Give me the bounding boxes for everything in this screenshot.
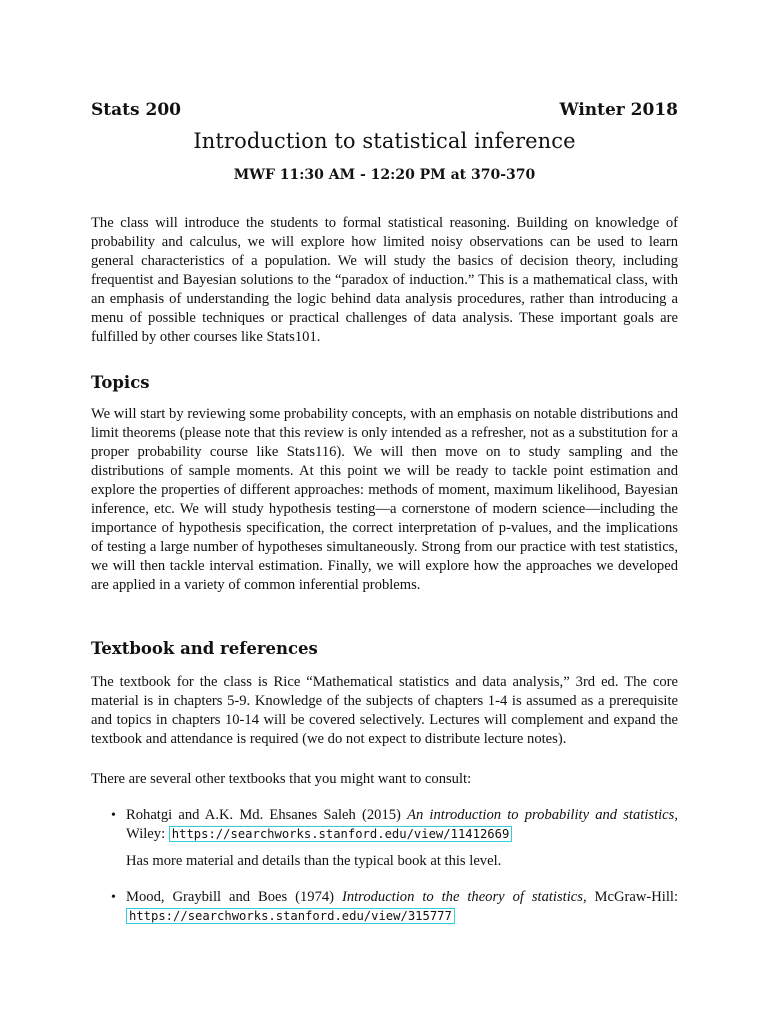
topics-heading: Topics [91,373,150,392]
course-term: Winter 2018 [559,100,678,120]
bullet-icon: • [111,808,116,823]
other-textbooks-intro: There are several other textbooks that you might want to consult: [91,771,472,787]
bullet-icon: • [111,890,116,905]
course-schedule: MWF 11:30 AM - 12:20 PM at 370-370 [233,167,536,183]
course-code: Stats 200 [91,100,181,120]
reference-book-title: Introduction to the theory of statistics [341,889,583,905]
topics-paragraph: We will start by reviewing some probability concepts, with an emphasis on notable distributions and limit theorems (please note that this review is only intended as a refresher, not as a substitution for a proper probability course like Stats116). We will then move on to study sampling and the distributions of sample moments. At this point we will be ready to tackle point estimation and explore the properties of different approaches: methods of moment, maximum likelihood, Bayesian inference, etc. We will study hypothesis testing—a cornerstone of modern science—including the importance of hypothesis specification, the correct interpretation of p-values, and the implications of testing a large number of hypotheses simultaneously. Strong from our practice with test statistics, we will then tackle interval estimation. Finally, we will explore how the approaches we developed are applied in a variety of common inferential problems. [91,406,678,593]
page-title: Introduction to statistical inference [193,129,576,153]
reference-book-title: An introduction to probability and statistics [407,807,675,823]
reference-publisher: , Wiley: [126,807,678,842]
reference-item [91,806,678,871]
reference-authors: Mood, Graybill and Boes (1974) [126,889,342,905]
textbook-heading: Textbook and references [91,639,318,658]
reference-item [91,888,678,926]
reference-authors: Rohatgi and A.K. Md. Ehsanes Saleh (2015) [126,807,408,823]
reference-list [91,806,678,926]
reference-publisher: , McGraw-Hill: [582,889,679,905]
course-header [91,100,678,126]
reference-link[interactable]: https://searchworks.stanford.edu/view/315777 [126,908,455,924]
reference-link[interactable]: https://searchworks.stanford.edu/view/11412669 [169,826,513,842]
textbook-paragraph: The textbook for the class is Rice “Mathematical statistics and data analysis,” 3rd ed. The core material is in chapters 5-9. Knowledge of the subjects of chapters 1-4 is assumed as a prerequisite and topics in chapters 10-14 will be covered selectively. Lectures will complement and expand the textbook and attendance is required (we do not expect to distribute lecture notes). [91,674,678,747]
intro-paragraph: The class will introduce the students to formal statistical reasoning. Building on knowledge of probability and calculus, we will explore how limited noisy observations can be used to learn general characteristics of a population. We will study the basics of decision theory, including frequentist and Bayesian solutions to the “paradox of induction.” This is a mathematical class, with an emphasis of understanding the logic behind data analysis procedures, rather than introducing a menu of possible techniques or practical challenges of data analysis. These important goals are fulfilled by other courses like Stats101. [91,215,678,345]
reference-note: Has more material and details than the typical book at this level. [126,853,502,869]
